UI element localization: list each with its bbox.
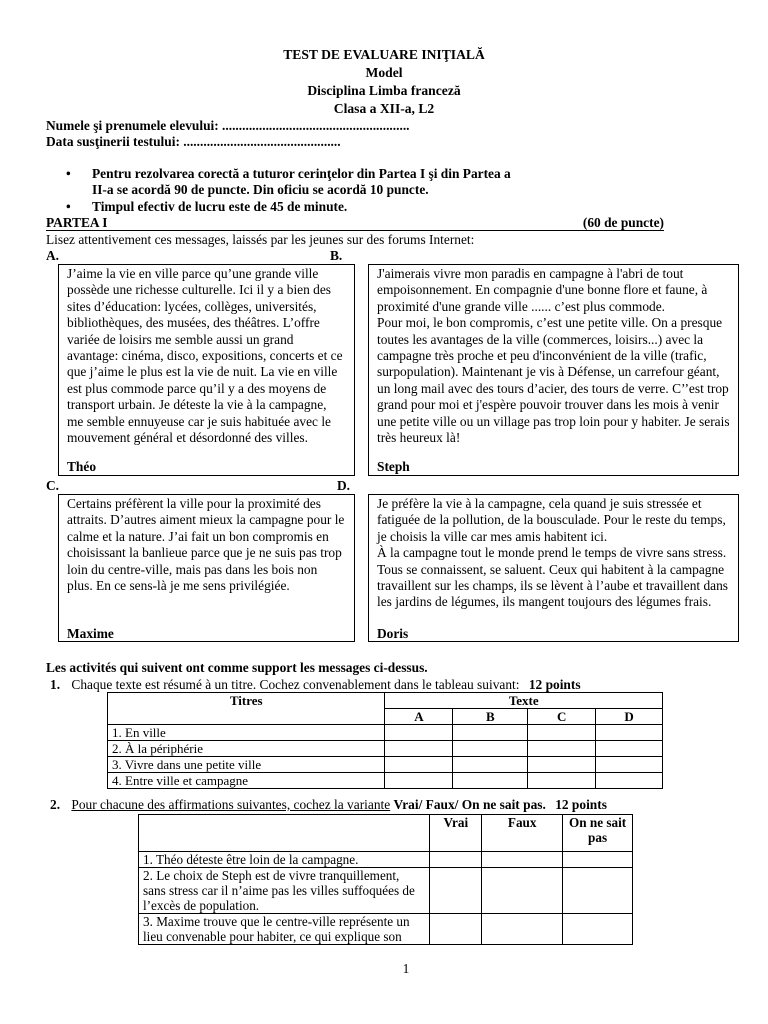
col-header-texte: Texte [385,693,663,709]
answer-cell[interactable] [563,914,633,945]
answer-cell[interactable] [385,757,453,773]
message-text: Certains préfèrent la ville pour la proximité des attraits. D’autres aiment mieux la campagne pour le calme et la nature. J’ai fait un bon compromis en choisissant la banlieue parce que je ne suis pas trop loin du centre-ville, mais pas dans les bois non plus. En ce sens-là je me sens privilégiée. [67,496,345,594]
question-points: 12 points [528,677,581,692]
message-letter-b: B. [330,248,343,263]
statement: 1. Théo déteste être loin de la campagne. [139,852,430,868]
answer-cell[interactable] [453,725,528,741]
message-box-b [368,264,739,476]
message-box-d [368,494,739,642]
message-text: J'aimerais vivre mon paradis en campagne à l'abri de tout empoisonnement. En compagnie d'une bonne flore et faune, à proximité d'une grande ville ...... c’est plus commode. Pour moi, le bon compromis, c’est une petite ville. On a presque toutes les avantages de la ville (commerces, loisirs...) avec la campagne très proche et peu d'inconvénient de la ville (trafic, surpopulation). Maintenant je vis à Défense, un carrefour géant, un long mail avec des tours d’acier, des tours de verre. C’’est trop grand pour moi et j'espère pouvoir trouver dans les mois à venir une petite ville ou un village pas trop loin pour y habiter. Je serais très heureux là! [377,266,730,446]
message-text: J’aime la vie en ville parce qu’une grande ville possède une richesse culturelle. Ici il y a bien des sites d’éducation: lycées, collèges, universités, bibliothèques, des musées, des théâtres. L’offre variée de loisirs me semble aussi un grand avantage: cinéma, disco, expositions, concerts et ce que j’aime le plus est la vie de nuit. La vie en ville est plus commode parce qu’il y a des moyens de transport urbain. Je déteste la vie à la campagne, me semble ennuyeuse car je suis habituée avec le mouvement général et désordonné des villes. [67,266,343,446]
answer-cell[interactable] [453,741,528,757]
empty-header-cell [139,815,430,852]
col-header-a: A [385,709,453,725]
col-header-faux: Faux [482,815,563,852]
page-number: 1 [402,961,410,976]
question-text: Chaque texte est résumé à un titre. Cochez convenablement dans le tableau suivant: [71,677,520,692]
reading-instruction: Lisez attentivement ces messages, laissés par les jeunes sur des forums Internet: [46,232,475,247]
statement: 3. Maxime trouve que le centre-ville représente un lieu convenable pour habiter, ce qui explique son [139,914,430,945]
rules-list [46,166,526,215]
answer-cell[interactable] [528,757,596,773]
partea-title: PARTEA I [46,215,108,230]
message-author: Steph [377,459,410,474]
test-class: Clasa a XII-a, L2 [333,101,435,116]
answer-cell[interactable] [482,868,563,914]
activities-intro: Les activités qui suivent ont comme support les messages ci-dessus. [46,660,428,675]
answer-cell[interactable] [482,852,563,868]
answer-cell[interactable] [528,741,596,757]
answer-cell[interactable] [453,773,528,789]
test-title: TEST DE EVALUARE INIŢIALĂ [283,47,485,62]
partea-heading [46,215,664,231]
answer-cell[interactable] [453,757,528,773]
row-title: 3. Vivre dans une petite ville [108,757,385,773]
question-options: Vrai/ Faux/ On ne sait pas. [393,797,546,812]
question-text: Pour chacune des affirmations suivantes, cochez la variante [71,797,391,812]
col-header-on-ne-sait-pas: On ne sait pas [563,815,633,852]
message-text: Je préfère la vie à la campagne, cela quand je suis stressée et fatiguée de la pollution, de la bousculade. Pour le reste du temps, je choisis la ville car mes amis habitent ici. À la campagne tout le monde prend le temps de vivre sans stress. Tous se connaissent, se saluent. Ceux qui habitent à la campagne travaillent sur les champs, ils se lèvent à l’aube et travaillent dans les jardins de légumes, ils mangent toujours des légumes frais. [377,496,729,610]
answer-cell[interactable] [596,741,663,757]
test-model: Model [365,65,403,80]
answer-cell[interactable] [385,741,453,757]
message-author: Théo [67,459,97,474]
message-letter-d: D. [337,478,351,493]
answer-cell[interactable] [596,757,663,773]
partea-points: (60 de puncte) [582,215,664,230]
question-points: 12 points [555,797,607,812]
answer-cell[interactable] [430,868,482,914]
answer-cell[interactable] [482,914,563,945]
answer-cell[interactable] [385,773,453,789]
col-header-b: B [453,709,528,725]
message-letter-c: C. [46,478,60,493]
answer-cell[interactable] [596,773,663,789]
table-row [139,868,633,914]
answer-cell[interactable] [430,914,482,945]
test-date-field: Data susţinerii testului: ............................................... [46,134,341,149]
question-number: 1. [50,677,61,692]
student-name-field: Numele şi prenumele elevului: ........................................................ [46,118,410,133]
answer-cell[interactable] [528,725,596,741]
titles-table [107,692,663,789]
rule-item: • Pentru rezolvarea corectă a tuturor cerinţelor din Partea I şi din Partea a II-a se acordă 90 de puncte. Din oficiu se acordă 10 puncte. [46,166,526,199]
test-discipline: Disciplina Limba franceză [307,83,461,98]
answer-cell[interactable] [596,725,663,741]
statement: 2. Le choix de Steph est de vivre tranquillement, sans stress car il n’aime pas les villes suffoquées de l’excès de population. [139,868,430,914]
answer-cell[interactable] [563,868,633,914]
table-row [139,852,633,868]
answer-cell[interactable] [385,725,453,741]
question-1 [50,677,581,693]
message-author: Doris [377,626,409,641]
message-box-c [58,494,355,642]
table-row [108,757,663,773]
table-row [108,773,663,789]
true-false-table [138,814,633,945]
answer-cell[interactable] [563,852,633,868]
table-row [139,914,633,945]
answer-cell[interactable] [528,773,596,789]
col-header-d: D [596,709,663,725]
col-header-titres: Titres [108,693,385,725]
col-header-vrai: Vrai [430,815,482,852]
rule-item: • Timpul efectiv de lucru este de 45 de minute. [46,199,526,215]
message-box-a [58,264,355,476]
question-number: 2. [50,797,61,812]
table-row [108,741,663,757]
row-title: 4. Entre ville et campagne [108,773,385,789]
question-2 [50,797,607,813]
col-header-c: C [528,709,596,725]
answer-cell[interactable] [430,852,482,868]
table-row [108,725,663,741]
message-author: Maxime [67,626,114,641]
row-title: 1. En ville [108,725,385,741]
message-letter-a: A. [46,248,60,263]
row-title: 2. À la périphérie [108,741,385,757]
